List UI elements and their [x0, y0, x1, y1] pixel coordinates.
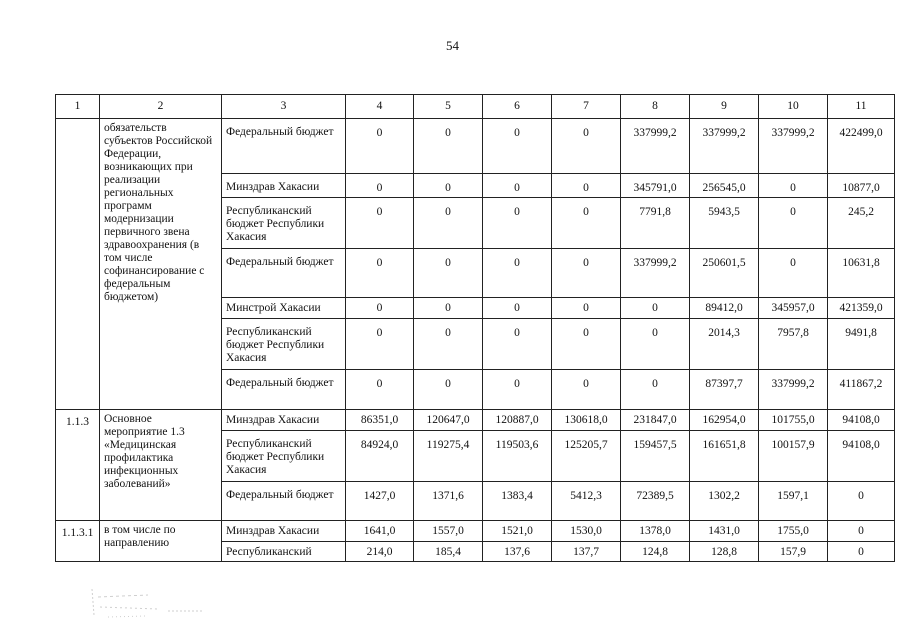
- row-code: 1.1.3.1: [56, 521, 100, 562]
- value-cell: 214,0: [346, 542, 414, 562]
- table-row: [56, 410, 895, 431]
- value-cell: 0: [483, 319, 552, 370]
- column-header: 8: [621, 95, 690, 119]
- value-cell: 5943,5: [690, 198, 759, 249]
- value-cell: 94108,0: [828, 431, 895, 482]
- value-cell: 231847,0: [621, 410, 690, 431]
- header-row: [56, 95, 895, 119]
- value-cell: 7957,8: [759, 319, 828, 370]
- value-cell: 130618,0: [552, 410, 621, 431]
- value-cell: 337999,2: [621, 119, 690, 174]
- value-cell: 0: [552, 319, 621, 370]
- value-cell: 0: [483, 174, 552, 198]
- value-cell: 2014,3: [690, 319, 759, 370]
- funding-source: Республиканский бюджет Республики Хакасия: [222, 431, 346, 482]
- value-cell: 337999,2: [759, 119, 828, 174]
- value-cell: 256545,0: [690, 174, 759, 198]
- value-cell: 0: [414, 174, 483, 198]
- value-cell: 0: [346, 298, 414, 319]
- value-cell: 7791,8: [621, 198, 690, 249]
- value-cell: 0: [414, 298, 483, 319]
- funding-source: Минздрав Хакасии: [222, 174, 346, 198]
- value-cell: 161651,8: [690, 431, 759, 482]
- value-cell: 159457,5: [621, 431, 690, 482]
- row-code: 1.1.3: [56, 410, 100, 521]
- value-cell: 1755,0: [759, 521, 828, 542]
- value-cell: 5412,3: [552, 482, 621, 521]
- value-cell: 0: [483, 370, 552, 410]
- value-cell: 345791,0: [621, 174, 690, 198]
- column-header: 11: [828, 95, 895, 119]
- column-header: 6: [483, 95, 552, 119]
- value-cell: 89412,0: [690, 298, 759, 319]
- funding-source: Федеральный бюджет: [222, 119, 346, 174]
- column-header: 4: [346, 95, 414, 119]
- value-cell: 1371,6: [414, 482, 483, 521]
- value-cell: 0: [414, 370, 483, 410]
- value-cell: 0: [346, 249, 414, 298]
- value-cell: 0: [414, 119, 483, 174]
- table-row: [56, 521, 895, 542]
- value-cell: 87397,7: [690, 370, 759, 410]
- column-header: 1: [56, 95, 100, 119]
- column-header: 10: [759, 95, 828, 119]
- table-body: [56, 95, 895, 562]
- value-cell: 1431,0: [690, 521, 759, 542]
- value-cell: 0: [346, 174, 414, 198]
- funding-source: Республиканский бюджет Республики Хакасия: [222, 198, 346, 249]
- value-cell: 1530,0: [552, 521, 621, 542]
- value-cell: 250601,5: [690, 249, 759, 298]
- value-cell: 84924,0: [346, 431, 414, 482]
- value-cell: 157,9: [759, 542, 828, 562]
- value-cell: 0: [346, 319, 414, 370]
- funding-source: Минздрав Хакасии: [222, 410, 346, 431]
- value-cell: 86351,0: [346, 410, 414, 431]
- value-cell: 162954,0: [690, 410, 759, 431]
- funding-source: Федеральный бюджет: [222, 370, 346, 410]
- faint-stamp-mark: [88, 585, 206, 621]
- value-cell: 124,8: [621, 542, 690, 562]
- budget-table: [55, 94, 895, 562]
- value-cell: 1383,4: [483, 482, 552, 521]
- value-cell: 0: [759, 174, 828, 198]
- value-cell: 101755,0: [759, 410, 828, 431]
- value-cell: 185,4: [414, 542, 483, 562]
- activity-name: обязательств субъектов Российской Федерации, возникающих при реализации региональных программ модернизации первичного звена здравоохранения (в том числе софинансирование с федеральным бюджетом): [100, 119, 222, 410]
- column-header: 2: [100, 95, 222, 119]
- value-cell: 245,2: [828, 198, 895, 249]
- value-cell: 119503,6: [483, 431, 552, 482]
- value-cell: 1521,0: [483, 521, 552, 542]
- value-cell: 345957,0: [759, 298, 828, 319]
- value-cell: 0: [759, 198, 828, 249]
- column-header: 5: [414, 95, 483, 119]
- funding-source: Минздрав Хакасии: [222, 521, 346, 542]
- value-cell: 0: [414, 319, 483, 370]
- value-cell: 128,8: [690, 542, 759, 562]
- value-cell: 337999,2: [690, 119, 759, 174]
- value-cell: 0: [621, 319, 690, 370]
- value-cell: 0: [346, 370, 414, 410]
- value-cell: 0: [483, 119, 552, 174]
- value-cell: 422499,0: [828, 119, 895, 174]
- value-cell: 0: [828, 542, 895, 562]
- value-cell: 120887,0: [483, 410, 552, 431]
- value-cell: 0: [828, 482, 895, 521]
- value-cell: 94108,0: [828, 410, 895, 431]
- value-cell: 1302,2: [690, 482, 759, 521]
- value-cell: 0: [414, 249, 483, 298]
- value-cell: 411867,2: [828, 370, 895, 410]
- table-row: [56, 119, 895, 174]
- value-cell: 0: [552, 249, 621, 298]
- value-cell: 125205,7: [552, 431, 621, 482]
- value-cell: 0: [828, 521, 895, 542]
- value-cell: 337999,2: [759, 370, 828, 410]
- value-cell: 1378,0: [621, 521, 690, 542]
- value-cell: 120647,0: [414, 410, 483, 431]
- value-cell: 9491,8: [828, 319, 895, 370]
- column-header: 7: [552, 95, 621, 119]
- value-cell: 0: [414, 198, 483, 249]
- activity-name: в том числе по направлению: [100, 521, 222, 562]
- value-cell: 421359,0: [828, 298, 895, 319]
- funding-source: Федеральный бюджет: [222, 482, 346, 521]
- value-cell: 72389,5: [621, 482, 690, 521]
- value-cell: 1641,0: [346, 521, 414, 542]
- value-cell: 0: [552, 174, 621, 198]
- value-cell: 1557,0: [414, 521, 483, 542]
- value-cell: 119275,4: [414, 431, 483, 482]
- value-cell: 0: [483, 249, 552, 298]
- funding-source: Республиканский: [222, 542, 346, 562]
- activity-name: Основное мероприятие 1.3 «Медицинская профилактика инфекционных заболеваний»: [100, 410, 222, 521]
- value-cell: 0: [346, 119, 414, 174]
- value-cell: 10631,8: [828, 249, 895, 298]
- page-number: 54: [446, 38, 459, 53]
- row-code: [56, 119, 100, 410]
- funding-source: Республиканский бюджет Республики Хакасия: [222, 319, 346, 370]
- value-cell: 0: [552, 198, 621, 249]
- value-cell: 1427,0: [346, 482, 414, 521]
- column-header: 9: [690, 95, 759, 119]
- value-cell: 0: [483, 298, 552, 319]
- value-cell: 100157,9: [759, 431, 828, 482]
- value-cell: 0: [621, 298, 690, 319]
- value-cell: 0: [621, 370, 690, 410]
- value-cell: 137,7: [552, 542, 621, 562]
- value-cell: 0: [552, 370, 621, 410]
- value-cell: 0: [552, 298, 621, 319]
- funding-source: Федеральный бюджет: [222, 249, 346, 298]
- funding-source: Минстрой Хакасии: [222, 298, 346, 319]
- value-cell: 337999,2: [621, 249, 690, 298]
- column-header: 3: [222, 95, 346, 119]
- value-cell: 1597,1: [759, 482, 828, 521]
- value-cell: 10877,0: [828, 174, 895, 198]
- value-cell: 0: [483, 198, 552, 249]
- value-cell: 0: [759, 249, 828, 298]
- value-cell: 0: [552, 119, 621, 174]
- value-cell: 0: [346, 198, 414, 249]
- value-cell: 137,6: [483, 542, 552, 562]
